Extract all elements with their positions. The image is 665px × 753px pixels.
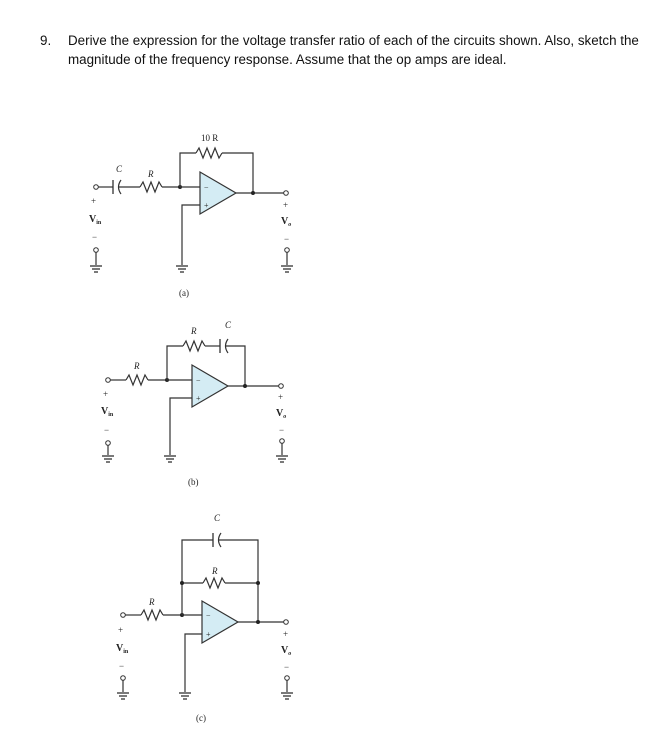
circuit-c-label-r-input: R	[149, 597, 155, 607]
question-text: Derive the expression for the voltage transfer ratio of each of the circuits shown. Also, sketch the magnitude of the frequency response. Assume that the op amps are ideal.	[68, 33, 639, 67]
circuit-b	[101, 320, 288, 487]
circuit-a-input-resistor	[140, 182, 162, 192]
circuit-b-vin-minus: −	[104, 425, 110, 435]
circuit-a-label-10r: 10 R	[201, 133, 219, 143]
circuit-c-input-terminal	[121, 613, 126, 618]
circuit-a-vin-minus: −	[92, 232, 98, 242]
circuit-b-label-c: C	[225, 320, 232, 330]
circuit-b-vin-plus: +	[103, 389, 109, 399]
circuit-b-feedback-resistor	[183, 341, 205, 351]
circuit-b-vin-label: $V_{in}$	[101, 406, 114, 418]
svg-text:+: +	[206, 630, 211, 639]
circuit-a-vin-label: $V_{in}$	[89, 214, 102, 226]
svg-text:−: −	[204, 183, 209, 192]
circuit-c-vin-plus: +	[118, 625, 124, 635]
circuit-c-vin-label: $V_{in}$	[116, 643, 129, 655]
circuit-a-output-terminal	[284, 191, 289, 196]
circuit-b-input-terminal	[106, 378, 111, 383]
circuit-a-vo-plus: +	[283, 200, 289, 210]
circuit-c-vo-plus: +	[283, 629, 289, 639]
circuit-a-vin-plus: +	[91, 196, 97, 206]
circuit-c	[116, 513, 293, 723]
circuit-a-input-terminal	[94, 185, 99, 190]
circuit-c-vo-label: $V_o$	[281, 645, 292, 657]
circuit-a-caption: (a)	[179, 288, 189, 298]
svg-text:+: +	[204, 201, 209, 210]
circuit-b-output-terminal	[279, 384, 284, 389]
circuit-b-vo-minus: −	[279, 425, 285, 435]
circuit-a	[89, 133, 293, 298]
circuit-c-feedback-resistor	[203, 578, 225, 588]
question-number: 9.	[40, 33, 52, 48]
circuit-c-input-resistor	[141, 610, 163, 620]
circuit-a-label-c: C	[116, 164, 123, 174]
circuit-c-vo-minus: −	[284, 662, 290, 672]
circuit-b-vo-plus: +	[278, 392, 284, 402]
circuit-b-label-r-feedback: R	[191, 326, 197, 336]
circuit-b-vo-label: $V_o$	[276, 408, 287, 420]
circuit-b-input-resistor	[126, 375, 148, 385]
circuit-b-caption: (b)	[188, 477, 199, 487]
circuit-b-label-r-input: R	[134, 361, 140, 371]
circuit-c-output-terminal	[284, 620, 289, 625]
svg-text:+: +	[196, 394, 201, 403]
circuit-c-caption: (c)	[196, 713, 206, 723]
circuit-c-label-r-feedback: R	[212, 566, 218, 576]
svg-text:−: −	[196, 376, 201, 385]
svg-text:−: −	[206, 611, 211, 620]
circuit-a-vo-minus: −	[284, 234, 290, 244]
circuit-a-feedback-resistor	[196, 148, 222, 158]
circuit-a-label-r: R	[148, 169, 154, 179]
circuit-a-vo-label: $V_o$	[281, 216, 292, 228]
circuit-c-vin-minus: −	[119, 661, 125, 671]
circuit-c-label-c: C	[214, 513, 221, 523]
